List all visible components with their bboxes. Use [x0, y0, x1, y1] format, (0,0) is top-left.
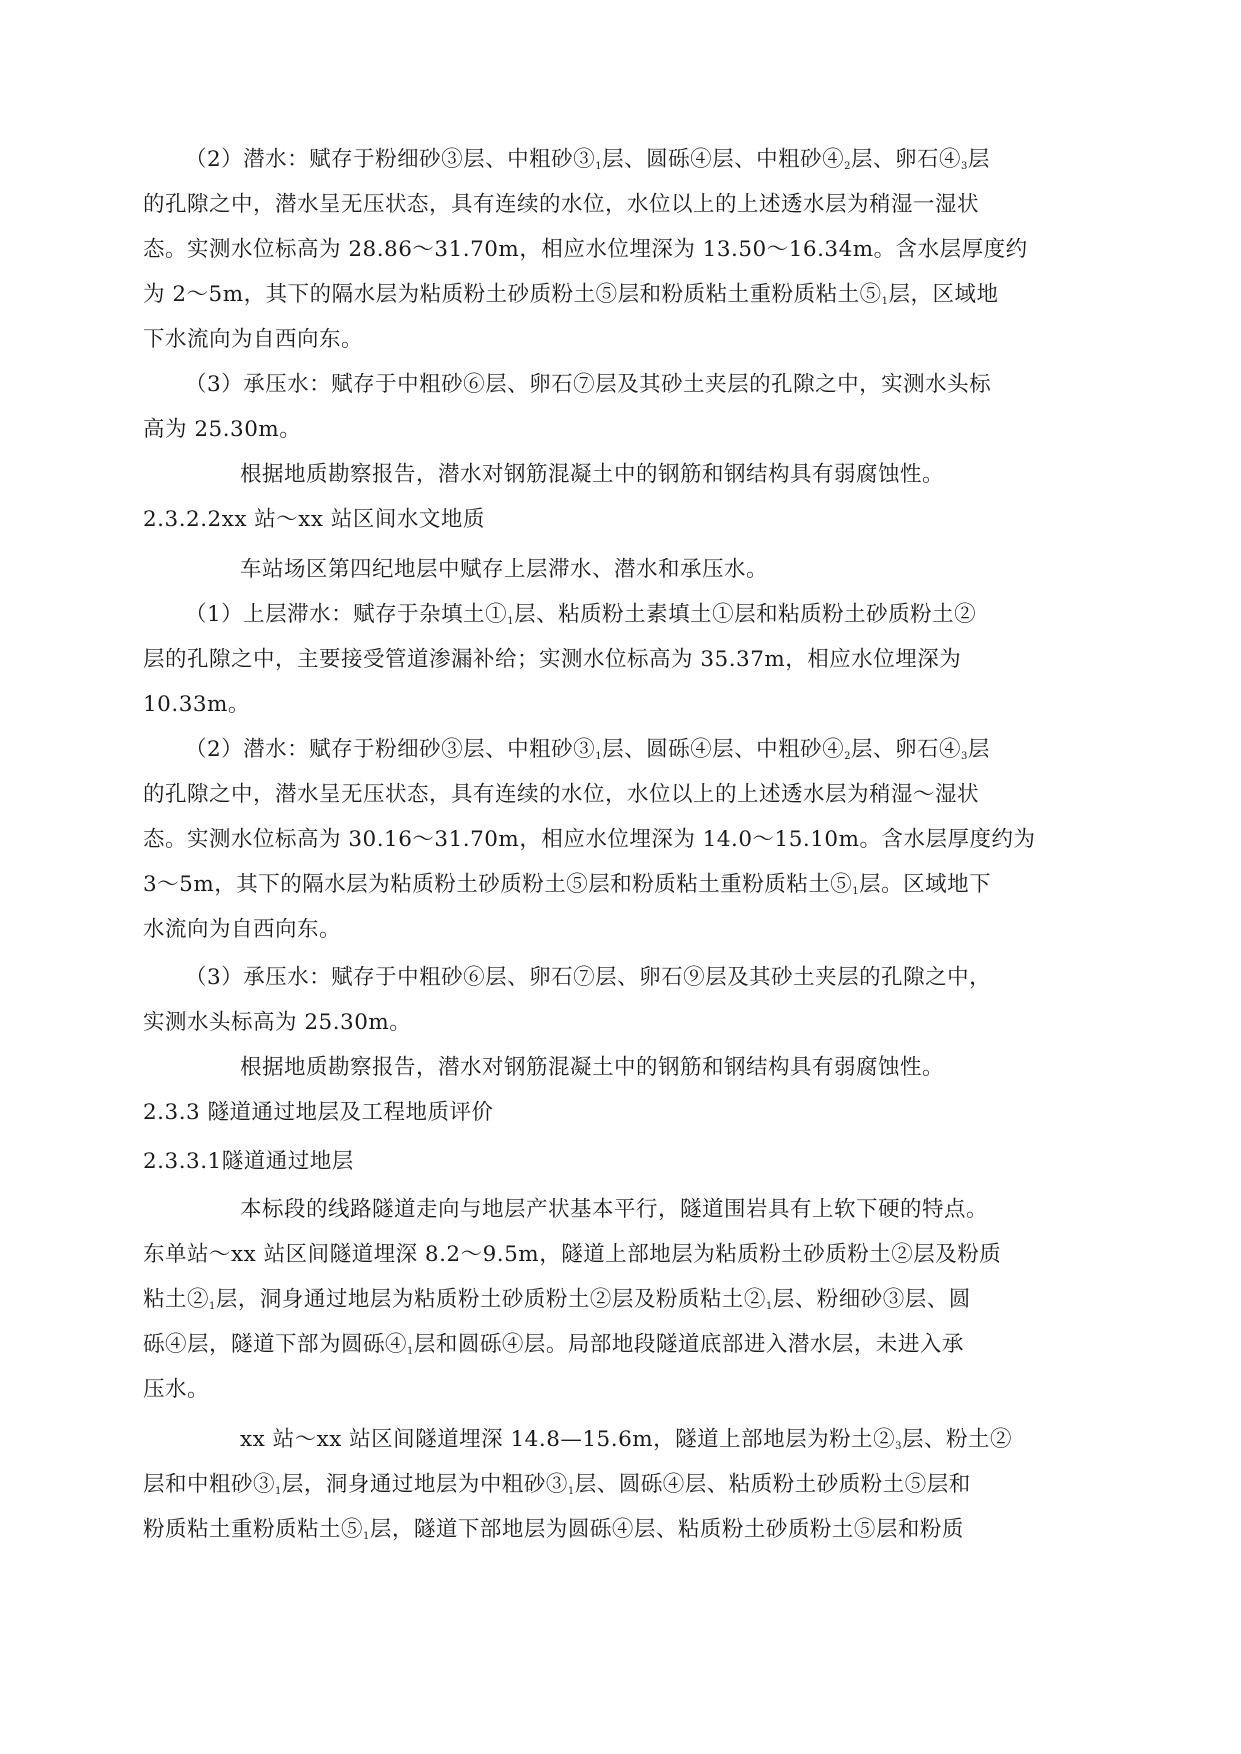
text-segment: 压水。: [143, 1377, 210, 1402]
subscript: 3: [960, 751, 968, 762]
text-segment: 层，洞身通过地层为中粗砂③: [281, 1472, 568, 1497]
text-segment: 态。实测水位标高为 28.86～31.70m，相应水位埋深为 13.50～16.34m。含水层厚度约: [143, 237, 1028, 262]
text-segment: 层的孔隙之中，主要接受管道渗漏补给；实测水位标高为 35.37m，相应水位埋深为: [143, 647, 962, 672]
subscript: 1: [881, 296, 889, 307]
text-line: [0, 1424, 1241, 1456]
text-line: [0, 1284, 1241, 1316]
text-segment: 砾④层，隧道下部为圆砾④: [143, 1332, 408, 1357]
text-segment: 层、粉细砂③层、圆: [772, 1287, 971, 1312]
text-segment: 的孔隙之中，潜水呈无压状态，具有连续的水位，水位以上的上述透水层为稍湿一湿状: [143, 192, 980, 217]
text-segment: xx 站～xx 站区间隧道埋深 14.8—15.6m，隧道上部地层为粉土②: [240, 1427, 896, 1452]
text-segment: 的孔隙之中，潜水呈无压状态，具有连续的水位，水位以上的上述透水层为稍湿～湿状: [143, 782, 980, 807]
text-segment: 层和圆砾④层。局部地段隧道底部进入潜水层，未进入承: [413, 1332, 964, 1357]
text-segment: 3～5m，其下的隔水层为粘质粉土砂质粉土⑤层和粉质粘土重粉质粘土⑤: [143, 872, 853, 897]
text-line: [0, 962, 1241, 994]
text-line: [0, 324, 1241, 356]
text-segment: （2）潜水：赋存于粉细砂③层、中粗砂③: [185, 737, 596, 762]
subscript: 3: [895, 1441, 903, 1452]
subscript: 1: [507, 616, 515, 627]
text-line: [0, 459, 1241, 491]
subscript: 1: [275, 1486, 282, 1497]
text-line: [0, 1374, 1241, 1406]
text-segment: 层、圆砾④层、中粗砂④: [602, 147, 845, 172]
text-line: [0, 1097, 1241, 1129]
text-line: [0, 504, 1241, 536]
text-line: [0, 369, 1241, 401]
text-segment: 根据地质勘察报告，潜水对钢筋混凝土中的钢筋和钢结构具有弱腐蚀性。: [240, 1055, 945, 1080]
text-line: [0, 689, 1241, 721]
text-segment: 2.3.3 隧道通过地层及工程地质评价: [143, 1100, 494, 1125]
text-line: [0, 869, 1241, 901]
subscript: 2: [844, 161, 851, 172]
text-line: [0, 234, 1241, 266]
text-segment: 10.33m。: [143, 692, 250, 717]
text-line: [0, 824, 1241, 856]
subscript: 1: [209, 1301, 216, 1312]
text-segment: 东单站～xx 站区间隧道埋深 8.2～9.5m，隧道上部地层为粘质粉土砂质粉土②层及粉质: [143, 1242, 1002, 1267]
text-segment: 粘土②: [143, 1287, 210, 1312]
subscript: 1: [595, 751, 603, 762]
text-line: [0, 144, 1241, 176]
text-segment: 层: [967, 737, 990, 762]
text-segment: （3）承压水：赋存于中粗砂⑥层、卵石⑦层、卵石⑨层及其砂土夹层的孔隙之中，: [185, 965, 992, 990]
text-segment: 层、卵石④: [850, 737, 961, 762]
subscript: 2: [844, 751, 851, 762]
text-line: [0, 644, 1241, 676]
text-segment: 下水流向为自西向东。: [143, 327, 364, 352]
subscript: 3: [960, 161, 968, 172]
text-segment: 根据地质勘察报告，潜水对钢筋混凝土中的钢筋和钢结构具有弱腐蚀性。: [240, 462, 945, 487]
subscript: 1: [595, 161, 603, 172]
text-line: [0, 779, 1241, 811]
text-segment: 2.3.3.1隧道通过地层: [143, 1149, 354, 1174]
text-line: [0, 734, 1241, 766]
text-segment: 层，洞身通过地层为粘质粉土砂质粉土②层及粉质粘土②: [215, 1287, 766, 1312]
text-segment: 本标段的线路隧道走向与地层产状基本平行，隧道围岩具有上软下硬的特点。: [240, 1197, 989, 1222]
text-segment: 层、卵石④: [850, 147, 961, 172]
text-segment: （1）上层滞水：赋存于杂填土①: [185, 602, 508, 627]
text-line: [0, 1329, 1241, 1361]
text-line: [0, 279, 1241, 311]
text-line: [0, 1514, 1241, 1546]
text-line: [0, 1194, 1241, 1226]
text-segment: 层、圆砾④层、中粗砂④: [602, 737, 845, 762]
subscript: 1: [407, 1346, 414, 1357]
text-line: [0, 1146, 1241, 1178]
text-segment: 态。实测水位标高为 30.16～31.70m，相应水位埋深为 14.0～15.10m。含水层厚度约为: [143, 827, 1036, 852]
subscript: 1: [363, 1531, 370, 1542]
text-segment: 层，区域地: [888, 282, 999, 307]
text-segment: 车站场区第四纪地层中赋存上层滞水、潜水和承压水。: [240, 557, 769, 582]
text-segment: （2）潜水：赋存于粉细砂③层、中粗砂③: [185, 147, 596, 172]
text-segment: 层和中粗砂③: [143, 1472, 276, 1497]
text-line: [0, 1239, 1241, 1271]
text-segment: 层，隧道下部地层为圆砾④层、粘质粉土砂质粉土⑤层和粉质: [369, 1517, 964, 1542]
text-segment: 2.3.2.2xx 站～xx 站区间水文地质: [143, 507, 485, 532]
text-line: [0, 1052, 1241, 1084]
subscript: 1: [567, 1486, 575, 1497]
text-segment: 层: [967, 147, 990, 172]
text-segment: 粉质粘土重粉质粘土⑤: [143, 1517, 364, 1542]
text-segment: （3）承压水：赋存于中粗砂⑥层、卵石⑦层及其砂土夹层的孔隙之中，实测水头标: [185, 372, 992, 397]
text-segment: 层、粘质粉土素填土①层和粘质粉土砂质粉土②: [514, 602, 977, 627]
text-line: [0, 599, 1241, 631]
text-line: [0, 414, 1241, 446]
text-line: [0, 554, 1241, 586]
text-segment: 层。区域地下: [859, 872, 992, 897]
text-segment: 层、粉土②: [902, 1427, 1013, 1452]
subscript: 1: [852, 886, 860, 897]
text-line: [0, 189, 1241, 221]
text-segment: 层、圆砾④层、粘质粉土砂质粉土⑤层和: [574, 1472, 971, 1497]
text-line: [0, 914, 1241, 946]
text-line: [0, 1007, 1241, 1039]
text-segment: 水流向为自西向东。: [143, 917, 342, 942]
text-segment: 为 2～5m，其下的隔水层为粘质粉土砂质粉土⑤层和粉质粘土重粉质粘土⑤: [143, 282, 882, 307]
subscript: 1: [765, 1301, 773, 1312]
text-line: [0, 1469, 1241, 1501]
text-segment: 高为 25.30m。: [143, 417, 302, 442]
text-segment: 实测水头标高为 25.30m。: [143, 1010, 412, 1035]
